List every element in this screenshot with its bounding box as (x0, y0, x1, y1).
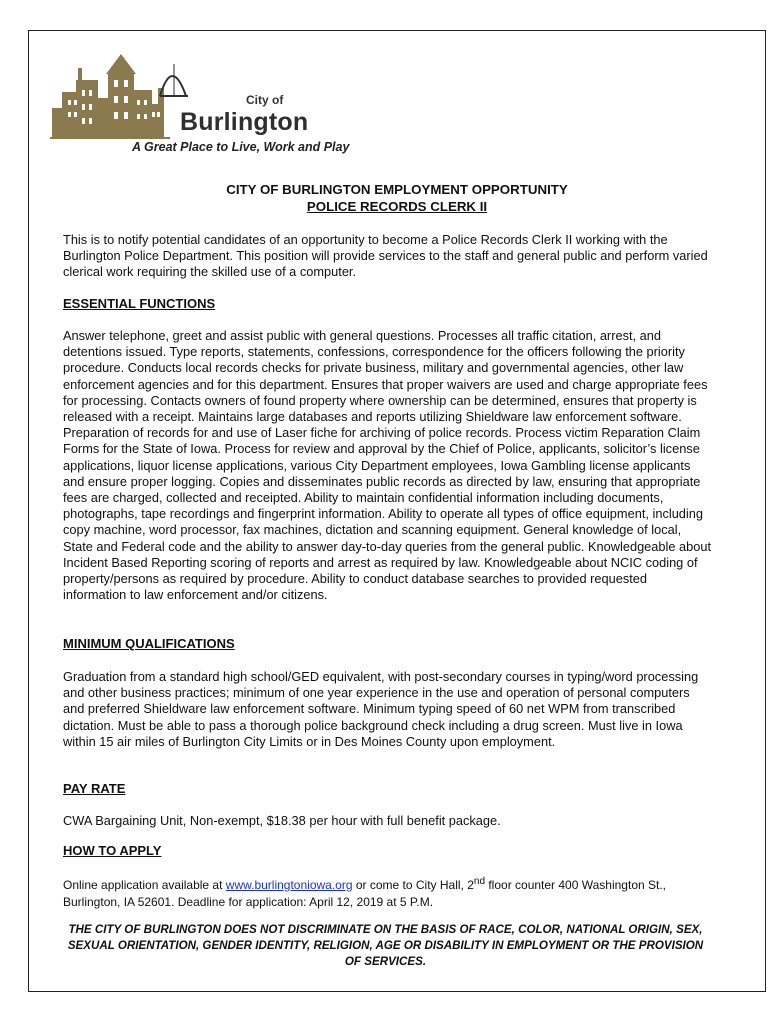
city-logo (48, 50, 368, 158)
how-to-apply-heading: HOW TO APPLY (63, 843, 162, 858)
website-link[interactable]: www.burlingtoniowa.org (225, 878, 353, 892)
logo-tagline: A Great Place to Live, Work and Play (132, 140, 350, 154)
apply-suffix: floor counter 400 Washington St., Burlington, IA 52601. Deadline for application: April 12, 2019 at 5 P.M. (63, 878, 667, 909)
non-discrimination-notice: THE CITY OF BURLINGTON DOES NOT DISCRIMINATE ON THE BASIS OF RACE, COLOR, NATIONAL ORIGIN, SEX, SEXUAL ORIENTATION, GENDER IDENTITY, RELIGION, AGE OR DISABILITY IN EMPLOYMENT OR THE PROVISION OF SERVICES. (67, 923, 704, 968)
essential-functions-heading: ESSENTIAL FUNCTIONS (63, 296, 216, 311)
logo-city-of: City of (246, 93, 284, 107)
position-title: POLICE RECORDS CLERK II (306, 199, 488, 214)
minimum-qualifications-heading: MINIMUM QUALIFICATIONS (63, 636, 235, 651)
skyline-icon (48, 50, 188, 145)
apply-middle: or come to City Hall, 2 (352, 878, 474, 892)
essential-functions-body: Answer telephone, greet and assist public with general questions. Processes all traffic citation, arrest, and detentions issued. Type reports, statements, confessions, correspondence for the officers following the priority procedure. Conducts local records checks for private business, military and governmental agencies, other law enforcement agencies and for this department. Ensures that proper waivers are used and charge appropriate fees for processing. Contacts owners of found property where ownership can be determined, ensures that property is released with a receipt. Maintains large databases and reports utilizing Shieldware law enforcement software. Preparation of records for and use of Laser fiche for archiving of police records. Process victim Reparation Claim Forms for the State of Iowa. Process for review and approval by the Chief of Police, applicants, solicitor’s license applications, liquor license applications, various City Department employees, Iowa Gambling license applicants and ensure proper logging. Copies and disseminates public records as directed by law, ensuring that appropriate fees are charged, collected and receipted. Ability to maintain confidential information including documents, photographs, tape recordings and fingerprint information. Ability to operate all types of office equipment, including copy machine, word processor, fax machines, dictation and scanning equipment. General knowledge of local, State and Federal code and the ability to answer day-to-day queries from the general public. Knowledgeable about Incident Based Reporting scoring of reports and arrest as required by law. Knowledgeable about NCIC coding of property/persons as required by procedure. Ability to conduct database searches to provided requested information to law enforcement and/or citizens. (63, 328, 712, 603)
minimum-qualifications-body: Graduation from a standard high school/GED equivalent, with post-secondary courses in typing/word processing and other business practices; minimum of one year experience in the use and operation of personal computers and preferred Shieldware law enforcement software. Minimum typing speed of 60 net WPM from transcribed dictation. Must be able to pass a thorough police background check including a drug screen. Must live in Iowa within 15 air miles of Burlington City Limits or in Des Moines County upon employment. (63, 669, 699, 749)
apply-superscript: nd (473, 876, 486, 887)
logo-city-name: Burlington (180, 108, 309, 136)
apply-prefix: Online application available at (63, 878, 226, 892)
how-to-apply-body (63, 873, 713, 911)
pay-rate-heading: PAY RATE (63, 781, 126, 796)
document-title: CITY OF BURLINGTON EMPLOYMENT OPPORTUNITY (226, 182, 568, 197)
pay-rate-body: CWA Bargaining Unit, Non-exempt, $18.38 per hour with full benefit package. (63, 813, 501, 828)
intro-paragraph: This is to notify potential candidates of an opportunity to become a Police Records Clerk II working with the Burlington Police Department. This position will provide services to the staff and general public and perform varied clerical work requiring the skilled use of a computer. (63, 232, 708, 280)
